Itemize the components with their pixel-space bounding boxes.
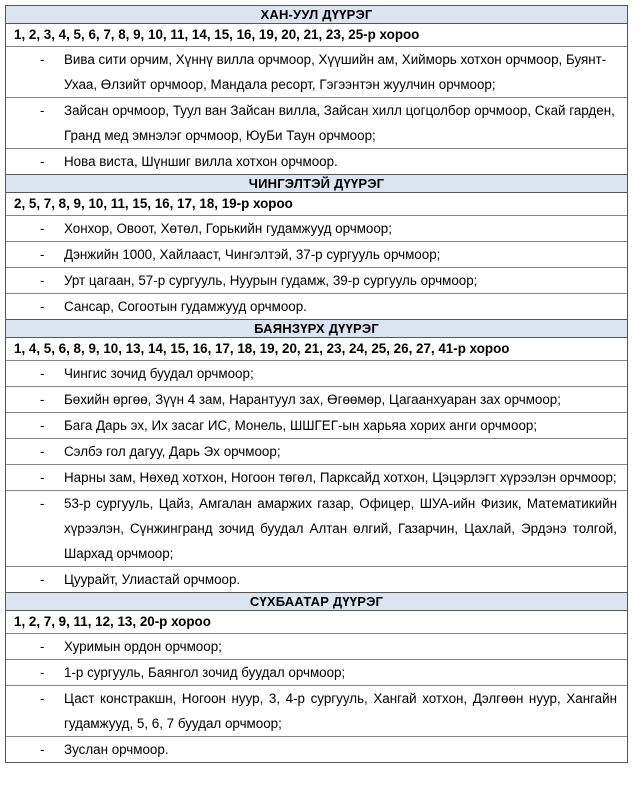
list-item xyxy=(6,491,627,567)
khoroo-list: 2, 5, 7, 8, 9, 10, 11, 15, 16, 17, 18, 19-р хороо xyxy=(6,193,627,216)
list-item xyxy=(6,465,627,491)
list-item xyxy=(6,294,627,319)
list-item-text: Урт цагаан, 57-р сургууль, Нуурын гудамж, 39-р сургууль орчмоор; xyxy=(64,273,478,288)
khoroo-list: 1, 4, 5, 6, 8, 9, 10, 13, 14, 15, 16, 17, 18, 19, 20, 21, 23, 24, 25, 26, 27, 41-р хороо xyxy=(6,338,627,361)
list-item-text: Бага Дарь эх, Их засаг ИС, Монель, ШШГЕГ-ын харьяа хорих анги орчмоор; xyxy=(64,418,538,433)
khoroo-list: 1, 2, 3, 4, 5, 6, 7, 8, 9, 10, 11, 14, 15, 16, 19, 20, 21, 23, 25-р хороо xyxy=(6,24,627,47)
bullet-dash: - xyxy=(40,366,45,381)
bullet-dash: - xyxy=(40,154,45,169)
bullet-dash: - xyxy=(40,572,45,587)
bullet-dash: - xyxy=(40,691,45,706)
section-title-khan-uul: ХАН-УУЛ ДҮҮРЭГ xyxy=(6,6,627,24)
district-list-document xyxy=(5,5,628,763)
list-item xyxy=(6,686,627,737)
list-item-text: 53-р сургууль, Цайз, Амгалан амаржих газар, Офицер, ШУА-ийн Физик, Математикийн хүрээлэн, Сүнжингранд зочид буудал Алтан өлгий, Газарчин, Цахлай, Эрдэнэ толгой, Шархад орчмоор; xyxy=(64,496,617,561)
list-item xyxy=(6,413,627,439)
list-item xyxy=(6,737,627,762)
bullet-dash: - xyxy=(40,299,45,314)
section-title-bayanzurkh: БАЯНЗҮРХ ДҮҮРЭГ xyxy=(6,319,627,338)
list-item-text: Зуслан орчмоор. xyxy=(64,742,169,757)
list-item xyxy=(6,634,627,660)
bullet-dash: - xyxy=(40,221,45,236)
list-item-text: Нарны зам, Нөхөд хотхон, Ногоон төгөл, Парксайд хотхон, Цэцэрлэгт хүрээлэн орчмоор; xyxy=(64,470,617,485)
list-item-text: Дэнжийн 1000, Хайлааст, Чингэлтэй, 37-р сургууль орчмоор; xyxy=(64,247,441,262)
bullet-dash: - xyxy=(40,392,45,407)
list-item-text: Бөхийн өргөө, Зүүн 4 зам, Нарантуул зах, Өгөөмөр, Цагаанхуаран зах орчмоор; xyxy=(64,392,561,407)
bullet-dash: - xyxy=(40,273,45,288)
list-item xyxy=(6,567,627,592)
section-title-chingeltei: ЧИНГЭЛТЭЙ ДҮҮРЭГ xyxy=(6,174,627,193)
bullet-dash: - xyxy=(40,496,45,511)
section-title-sukhbaatar: СҮХБААТАР ДҮҮРЭГ xyxy=(6,592,627,611)
khoroo-list: 1, 2, 7, 9, 11, 12, 13, 20-р хороо xyxy=(6,611,627,634)
list-item xyxy=(6,242,627,268)
bullet-dash: - xyxy=(40,742,45,757)
bullet-dash: - xyxy=(40,103,45,118)
list-item-text: Цаст констракшн, Ногоон нуур, 3, 4-р сургууль, Хангай хотхон, Дэлгөөн нуур, Хангайн гудамжууд, 5, 6, 7 буудал орчмоор; xyxy=(64,691,617,731)
list-item-text: Хуримын ордон орчмоор; xyxy=(64,639,222,654)
list-item xyxy=(6,268,627,294)
bullet-dash: - xyxy=(40,639,45,654)
bullet-dash: - xyxy=(40,418,45,433)
list-item xyxy=(6,660,627,686)
list-item-text: Хонхор, Овоот, Хөтөл, Горькийн гудамжууд орчмоор; xyxy=(64,221,392,236)
list-item-text: Чингис зочид буудал орчмоор; xyxy=(64,366,254,381)
bullet-dash: - xyxy=(40,247,45,262)
list-item xyxy=(6,387,627,413)
list-item xyxy=(6,216,627,242)
list-item-text: Сансар, Согоотын гудамжууд орчмоор. xyxy=(64,299,307,314)
list-item xyxy=(6,149,627,174)
list-item-text: Сэлбэ гол дагуу, Дарь Эх орчмоор; xyxy=(64,444,281,459)
list-item-text: Вива сити орчим, Хүннү вилла орчмоор, Хүүшийн ам, Хийморь хотхон орчмоор, Буянт-Ухаа, Өлзийт орчмоор, Мандала ресорт, Гэгээнтэн жуулчин орчмоор; xyxy=(64,52,607,92)
list-item-text: Нова виста, Шүншиг вилла хотхон орчмоор. xyxy=(64,154,338,169)
list-item xyxy=(6,98,627,149)
list-item xyxy=(6,47,627,98)
list-item-text: Зайсан орчмоор, Туул ван Зайсан вилла, Зайсан хилл цогцолбор орчмоор, Скай гарден, Гранд мед эмнэлэг орчмоор, ЮуБи Таун орчмоор; xyxy=(64,103,615,143)
bullet-dash: - xyxy=(40,444,45,459)
list-item xyxy=(6,439,627,465)
bullet-dash: - xyxy=(40,665,45,680)
list-item xyxy=(6,361,627,387)
list-item-text: Цуурайт, Улиастай орчмоор. xyxy=(64,572,241,587)
bullet-dash: - xyxy=(40,52,45,67)
bullet-dash: - xyxy=(40,470,45,485)
list-item-text: 1-р сургууль, Баянгол зочид буудал орчмоор; xyxy=(64,665,346,680)
